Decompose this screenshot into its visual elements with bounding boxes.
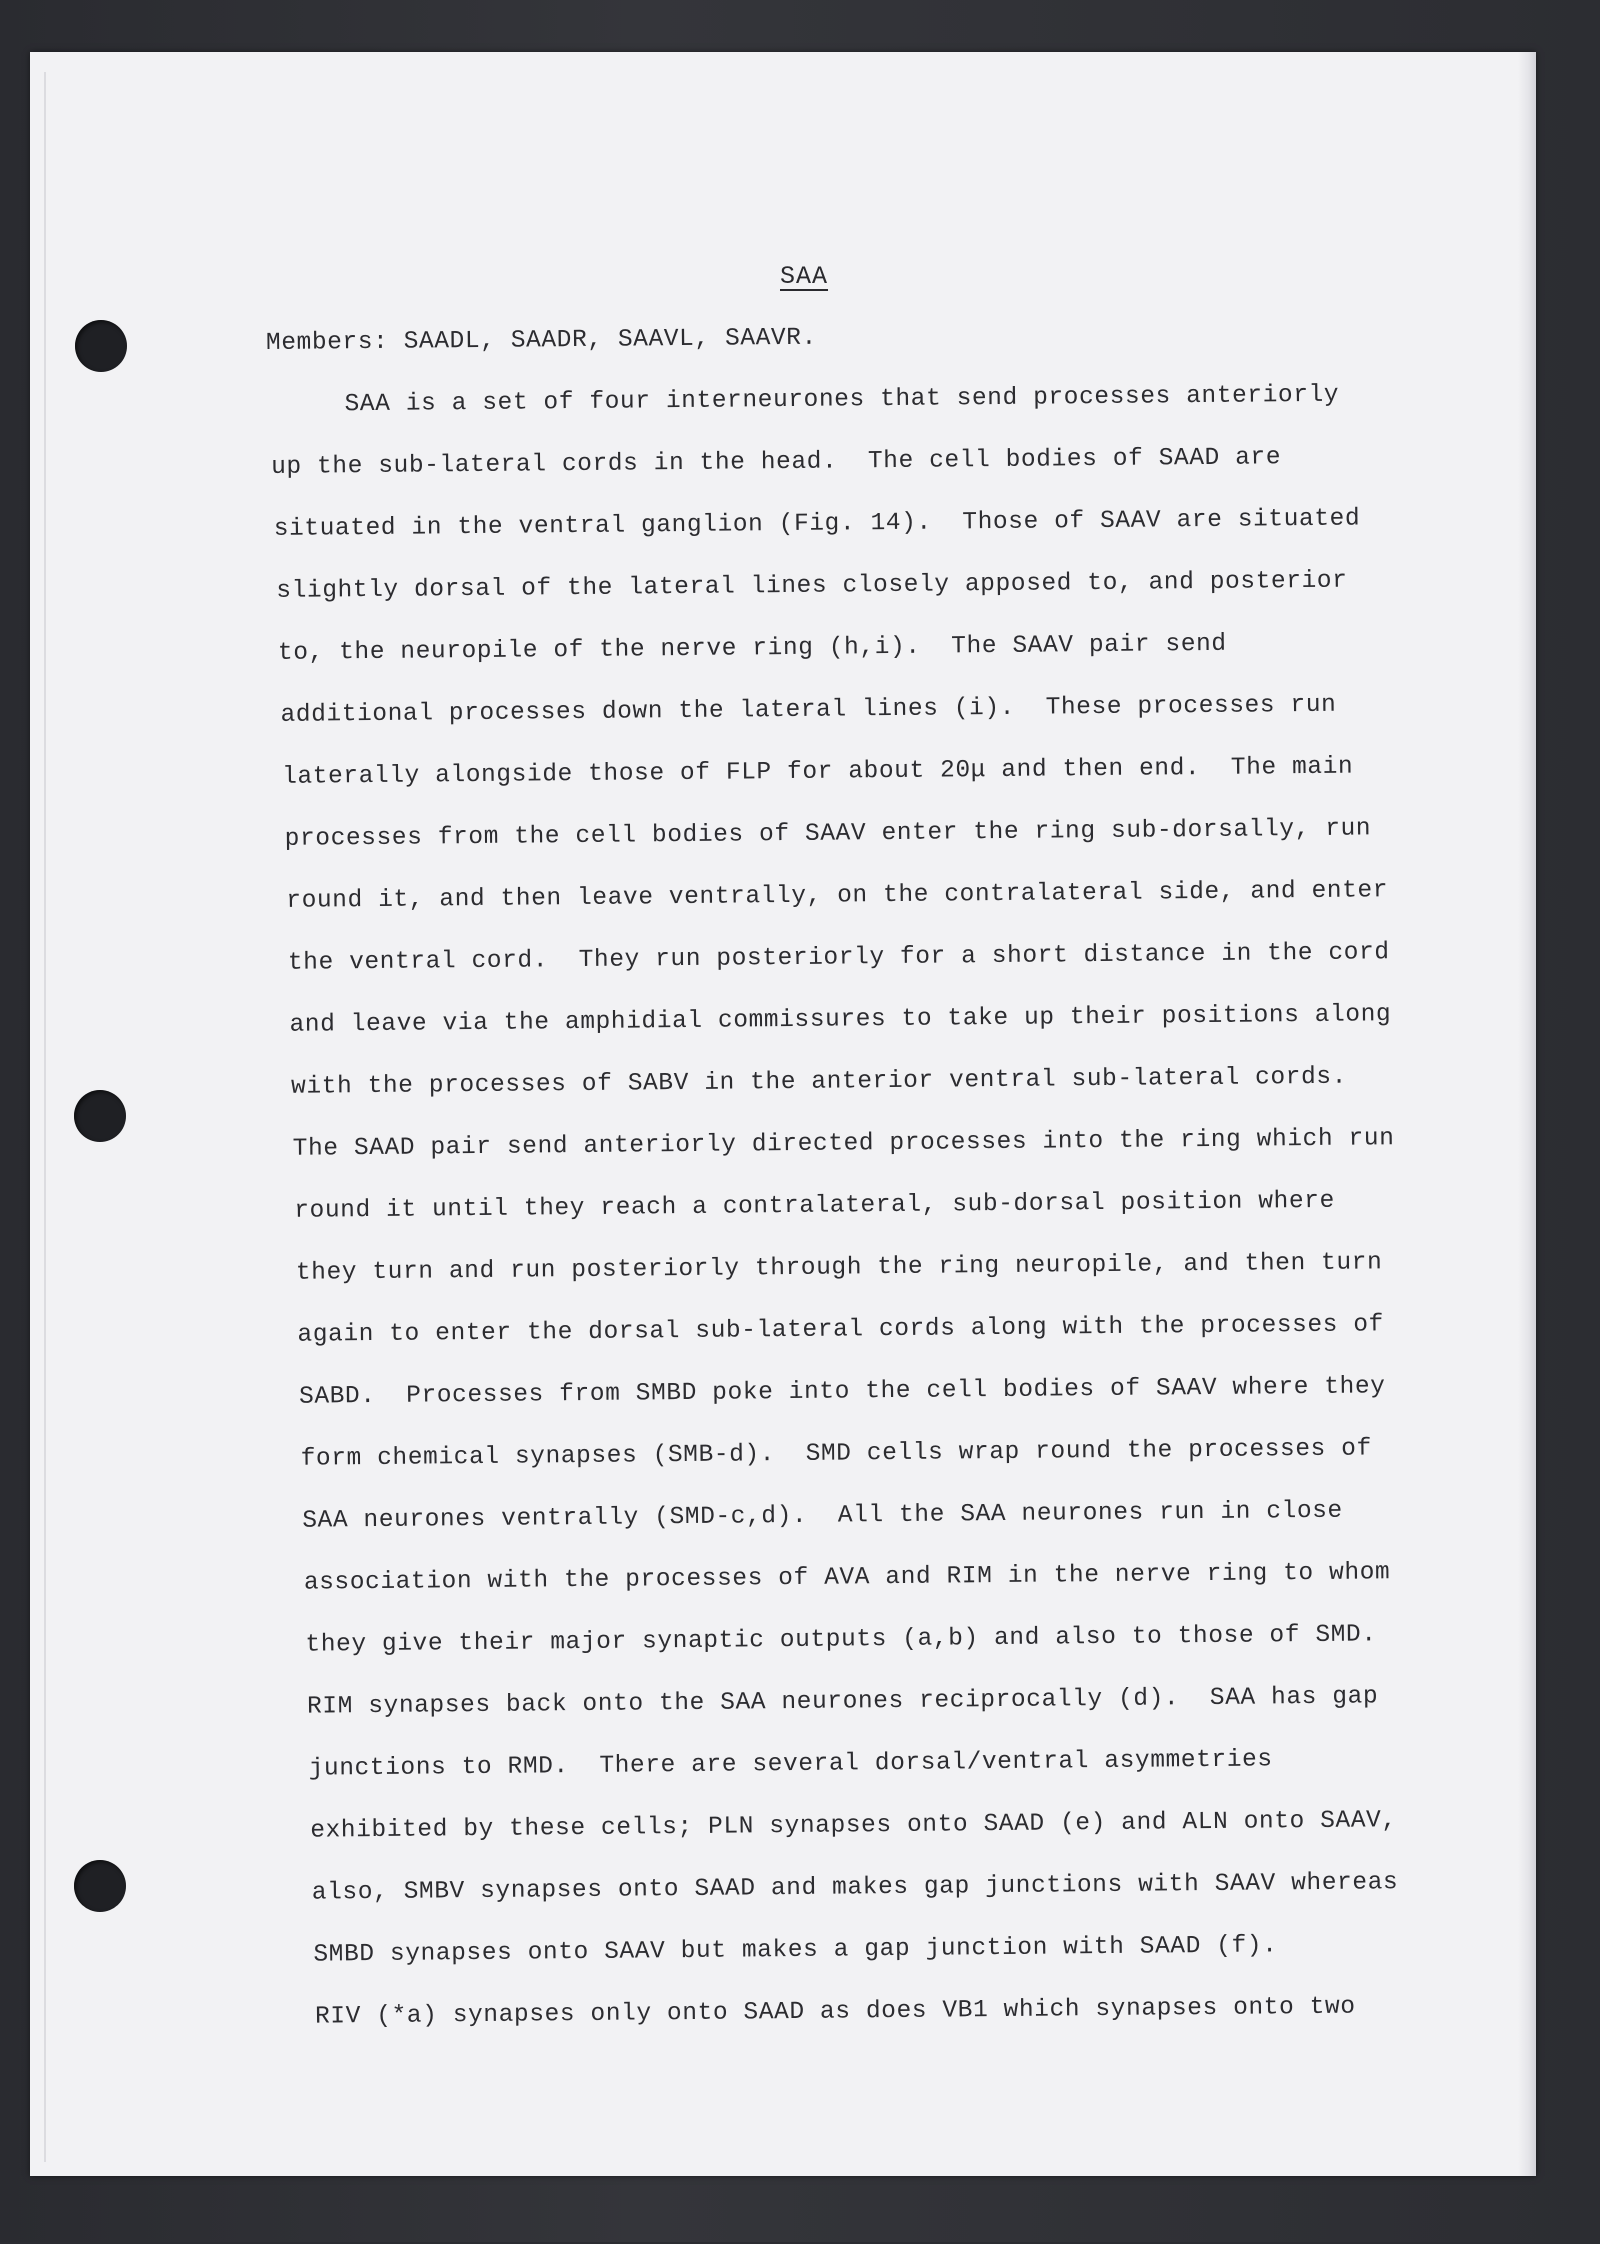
text-line: SAA neurones ventrally (SMD-c,d). All the SAA neurones run in close	[302, 1497, 1343, 1535]
text-line: SMBD synapses onto SAAV but makes a gap junction with SAAD (f).	[313, 1932, 1278, 1969]
text-line: processes from the cell bodies of SAAV enter the ring sub-dorsally, run	[284, 815, 1372, 853]
page-title: SAA	[780, 262, 829, 291]
text-line: with the processes of SABV in the anterior ventral sub-lateral cords.	[290, 1063, 1348, 1101]
text-line: The SAAD pair send anteriorly directed processes into the ring which run	[292, 1125, 1395, 1163]
text-line: also, SMBV synapses onto SAAD and makes gap junctions with SAAV whereas	[311, 1869, 1399, 1907]
text-line: and leave via the amphidial commissures to take up their positions along	[289, 1001, 1392, 1039]
text-line: the ventral cord. They run posteriorly for a short distance in the cord	[287, 939, 1390, 977]
text-line: round it until they reach a contralateral, sub-dorsal position where	[294, 1187, 1335, 1225]
text-line: round it, and then leave ventrally, on the contralateral side, and enter	[286, 877, 1389, 915]
text-line: exhibited by these cells; PLN synapses onto SAAD (e) and ALN onto SAAV,	[310, 1807, 1397, 1845]
text-line: RIV (*a) synapses only onto SAAD as does VB1 which synapses onto two	[314, 1993, 1356, 2031]
text-line: up the sub-lateral cords in the head. The cell bodies of SAAD are	[271, 444, 1282, 481]
members-line: Members: SAADL, SAADR, SAAVL, SAAVR.	[265, 324, 817, 357]
text-line: SAA is a set of four interneurones that send processes anteriorly	[344, 381, 1340, 419]
text-line: situated in the ventral ganglion (Fig. 14). Those of SAAV are situated	[273, 505, 1361, 543]
text-line: again to enter the dorsal sub-lateral cords along with the processes of	[297, 1311, 1385, 1349]
text-line: SABD. Processes from SMBD poke into the cell bodies of SAAV where they	[298, 1373, 1386, 1411]
text-line: to, the neuropile of the nerve ring (h,i). The SAAV pair send	[277, 630, 1227, 667]
text-line: RIM synapses back onto the SAA neurones reciprocally (d). SAA has gap	[306, 1683, 1379, 1721]
text-line: slightly dorsal of the lateral lines closely apposed to, and posterior	[276, 567, 1348, 605]
text-line: junctions to RMD. There are several dorsal/ventral asymmetries	[308, 1746, 1273, 1783]
text-line: form chemical synapses (SMB-d). SMD cells wrap round the processes of	[300, 1435, 1372, 1473]
text-line: they give their major synaptic outputs (a,b) and also to those of SMD.	[305, 1621, 1377, 1659]
text-line: they turn and run posteriorly through the ring neuropile, and then turn	[295, 1249, 1383, 1287]
text-line: additional processes down the lateral lines (i). These processes run	[280, 691, 1337, 729]
text-line: association with the processes of AVA and RIM in the nerve ring to whom	[303, 1559, 1391, 1597]
text-line: laterally alongside those of FLP for about 20μ and then end. The main	[282, 753, 1354, 791]
